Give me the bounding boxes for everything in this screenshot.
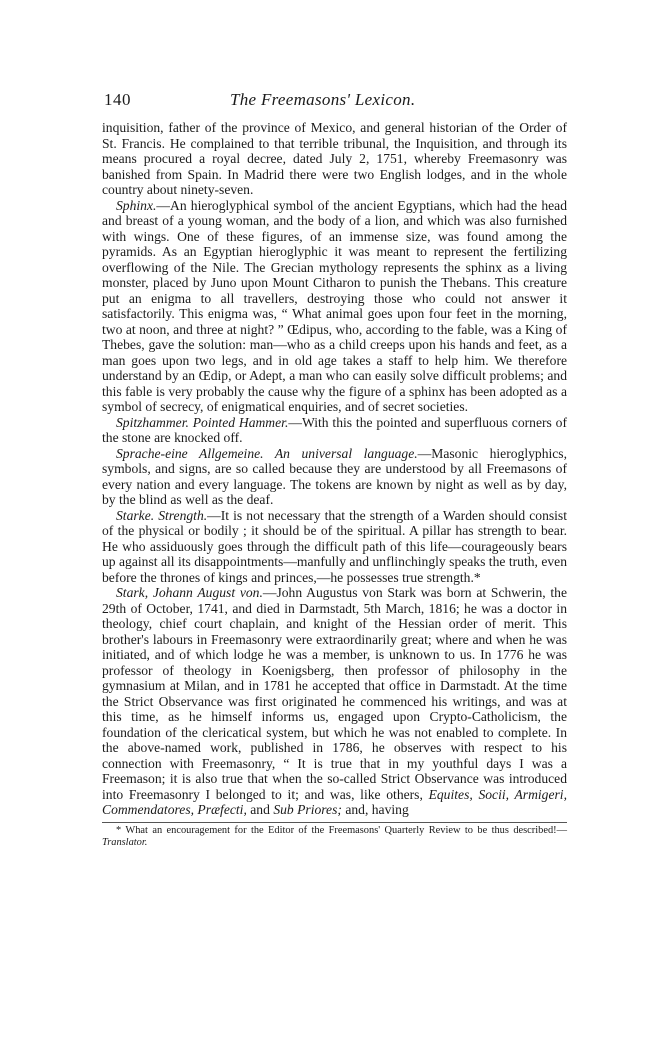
paragraph-continuation: inquisition, father of the province of Mexico, and general historian of the Order of St. Francis. He complained to that terrible tribunal, the Inquisition, and through its means procured a royal decree, dated July 2, 1751, whereby Freemasonry was banished from Spain. In Madrid there were two English lodges, and in the whole country about ninety-seven. bbox=[102, 120, 567, 197]
page-header bbox=[102, 90, 567, 120]
entry-body: —With this the pointed and superfluous corners of the stone are knocked off. bbox=[102, 414, 567, 445]
page-number: 140 bbox=[104, 90, 131, 109]
latin-titles: Equites, Socii, Armigeri, Commendatores, Præfecti, bbox=[102, 786, 567, 817]
entry-heading: Sprache-eine Allgemeine. An universal language. bbox=[116, 445, 418, 461]
entry-sprache bbox=[102, 446, 567, 508]
conjunction: and bbox=[250, 802, 270, 817]
book-page bbox=[102, 90, 567, 849]
footnote bbox=[102, 822, 567, 849]
entry-body: —John Augustus von Stark was born at Schwerin, the 29th of October, 1741, and died in Darmstadt, 5th March, 1816; he was a doctor in theology, chief court chaplain, and knight of the Hessian order of merit. This brother's labours in Freemasonry were extraordinarily great; where and when he was initiated, and of which lodge he was a member, is unknown to us. In 1776 he was professor of theology in Koenigsberg, then professor of philosophy in the gymnasium at Milan, and in 1781 he accepted that office in Darmstadt. At the time the Strict Observance was first originated he commenced his writings, and was at this time, as he himself informs us, engaged upon Crypto-Catholicism, the foundation of the clericatical system, but which he was not enabled to complete. In the above-named work, published in 1786, he observes with respect to his connection with Freemasonry, “ It is true that in my youthful days I was a Freemason; it is also true that when the so-called Strict Observance was introduced into Freemasonry I belonged to it; and was, like others, bbox=[102, 585, 567, 802]
entry-sphinx bbox=[102, 198, 567, 415]
entry-heading: Starke. Strength. bbox=[116, 507, 208, 523]
running-title: The Freemasons' Lexicon. bbox=[230, 90, 416, 109]
entry-body: —An hieroglyphical symbol of the ancient Egyptians, which had the head and breast of a young woman, and the body of a lion, and which was also furnished with wings. One of these figures, of an immense size, was found among the pyramids. As an Egyptian hieroglyphic it was meant to represent the fertilizing overflowing of the Nile. The Grecian mythology represents the sphinx as a living monster, placed by Juno upon Mount Citharon to punish the Thebans. This creature put an enigma to all travellers, destroying those who could not answer it satisfactorily. This enigma was, “ What animal goes upon four feet in the morning, two at noon, and three at night? ” Œdipus, who, according to the fable, was a King of Thebes, gave the solution: man—who as a child creeps upon his hands and feet, as a man goes upon two legs, and in old age takes a staff to help him. We therefore understand by an Œdip, or Adept, a man who can easily solve difficult problems; and this fable is very probably the cause why the figure of a sphinx has been adopted as a symbol of secrecy, of enigmatical enquiries, and of secret societies. bbox=[102, 197, 567, 414]
entry-heading: Stark, Johann August von. bbox=[116, 585, 263, 600]
footnote-credit: Translator. bbox=[102, 836, 148, 848]
entry-body: —It is not necessary that the strength of a Warden should consist of the physical or bodily ; it should be of the spiritual. A pillar has strength to bear. He who assiduously goes through the difficult path of this life—courageously bears up against all its disappointments—manfully and unflinchingly speaks the truth, even before the thrones of kings and princes,—he possesses true strength.* bbox=[102, 507, 568, 585]
latin-title-sub-priores: Sub Priores; bbox=[273, 802, 342, 817]
entry-starke bbox=[102, 508, 567, 586]
entry-heading: Sphinx. bbox=[116, 197, 157, 213]
footnote-text: * What an encouragement for the Editor of the Freemasons' Quarterly Review to be thus described!— bbox=[116, 824, 567, 836]
entry-body: —Masonic hieroglyphics, symbols, and signs, are so called because they are understood by all Freemasons of every nation and every language. The tokens are known by night as well as by day, by the blind as well as the deaf. bbox=[102, 445, 567, 507]
body-text bbox=[102, 120, 567, 818]
entry-heading: Spitzhammer. Pointed Hammer. bbox=[116, 414, 289, 430]
entry-stark bbox=[102, 585, 567, 818]
entry-tail: and, having bbox=[345, 802, 409, 817]
entry-spitzhammer bbox=[102, 415, 567, 446]
